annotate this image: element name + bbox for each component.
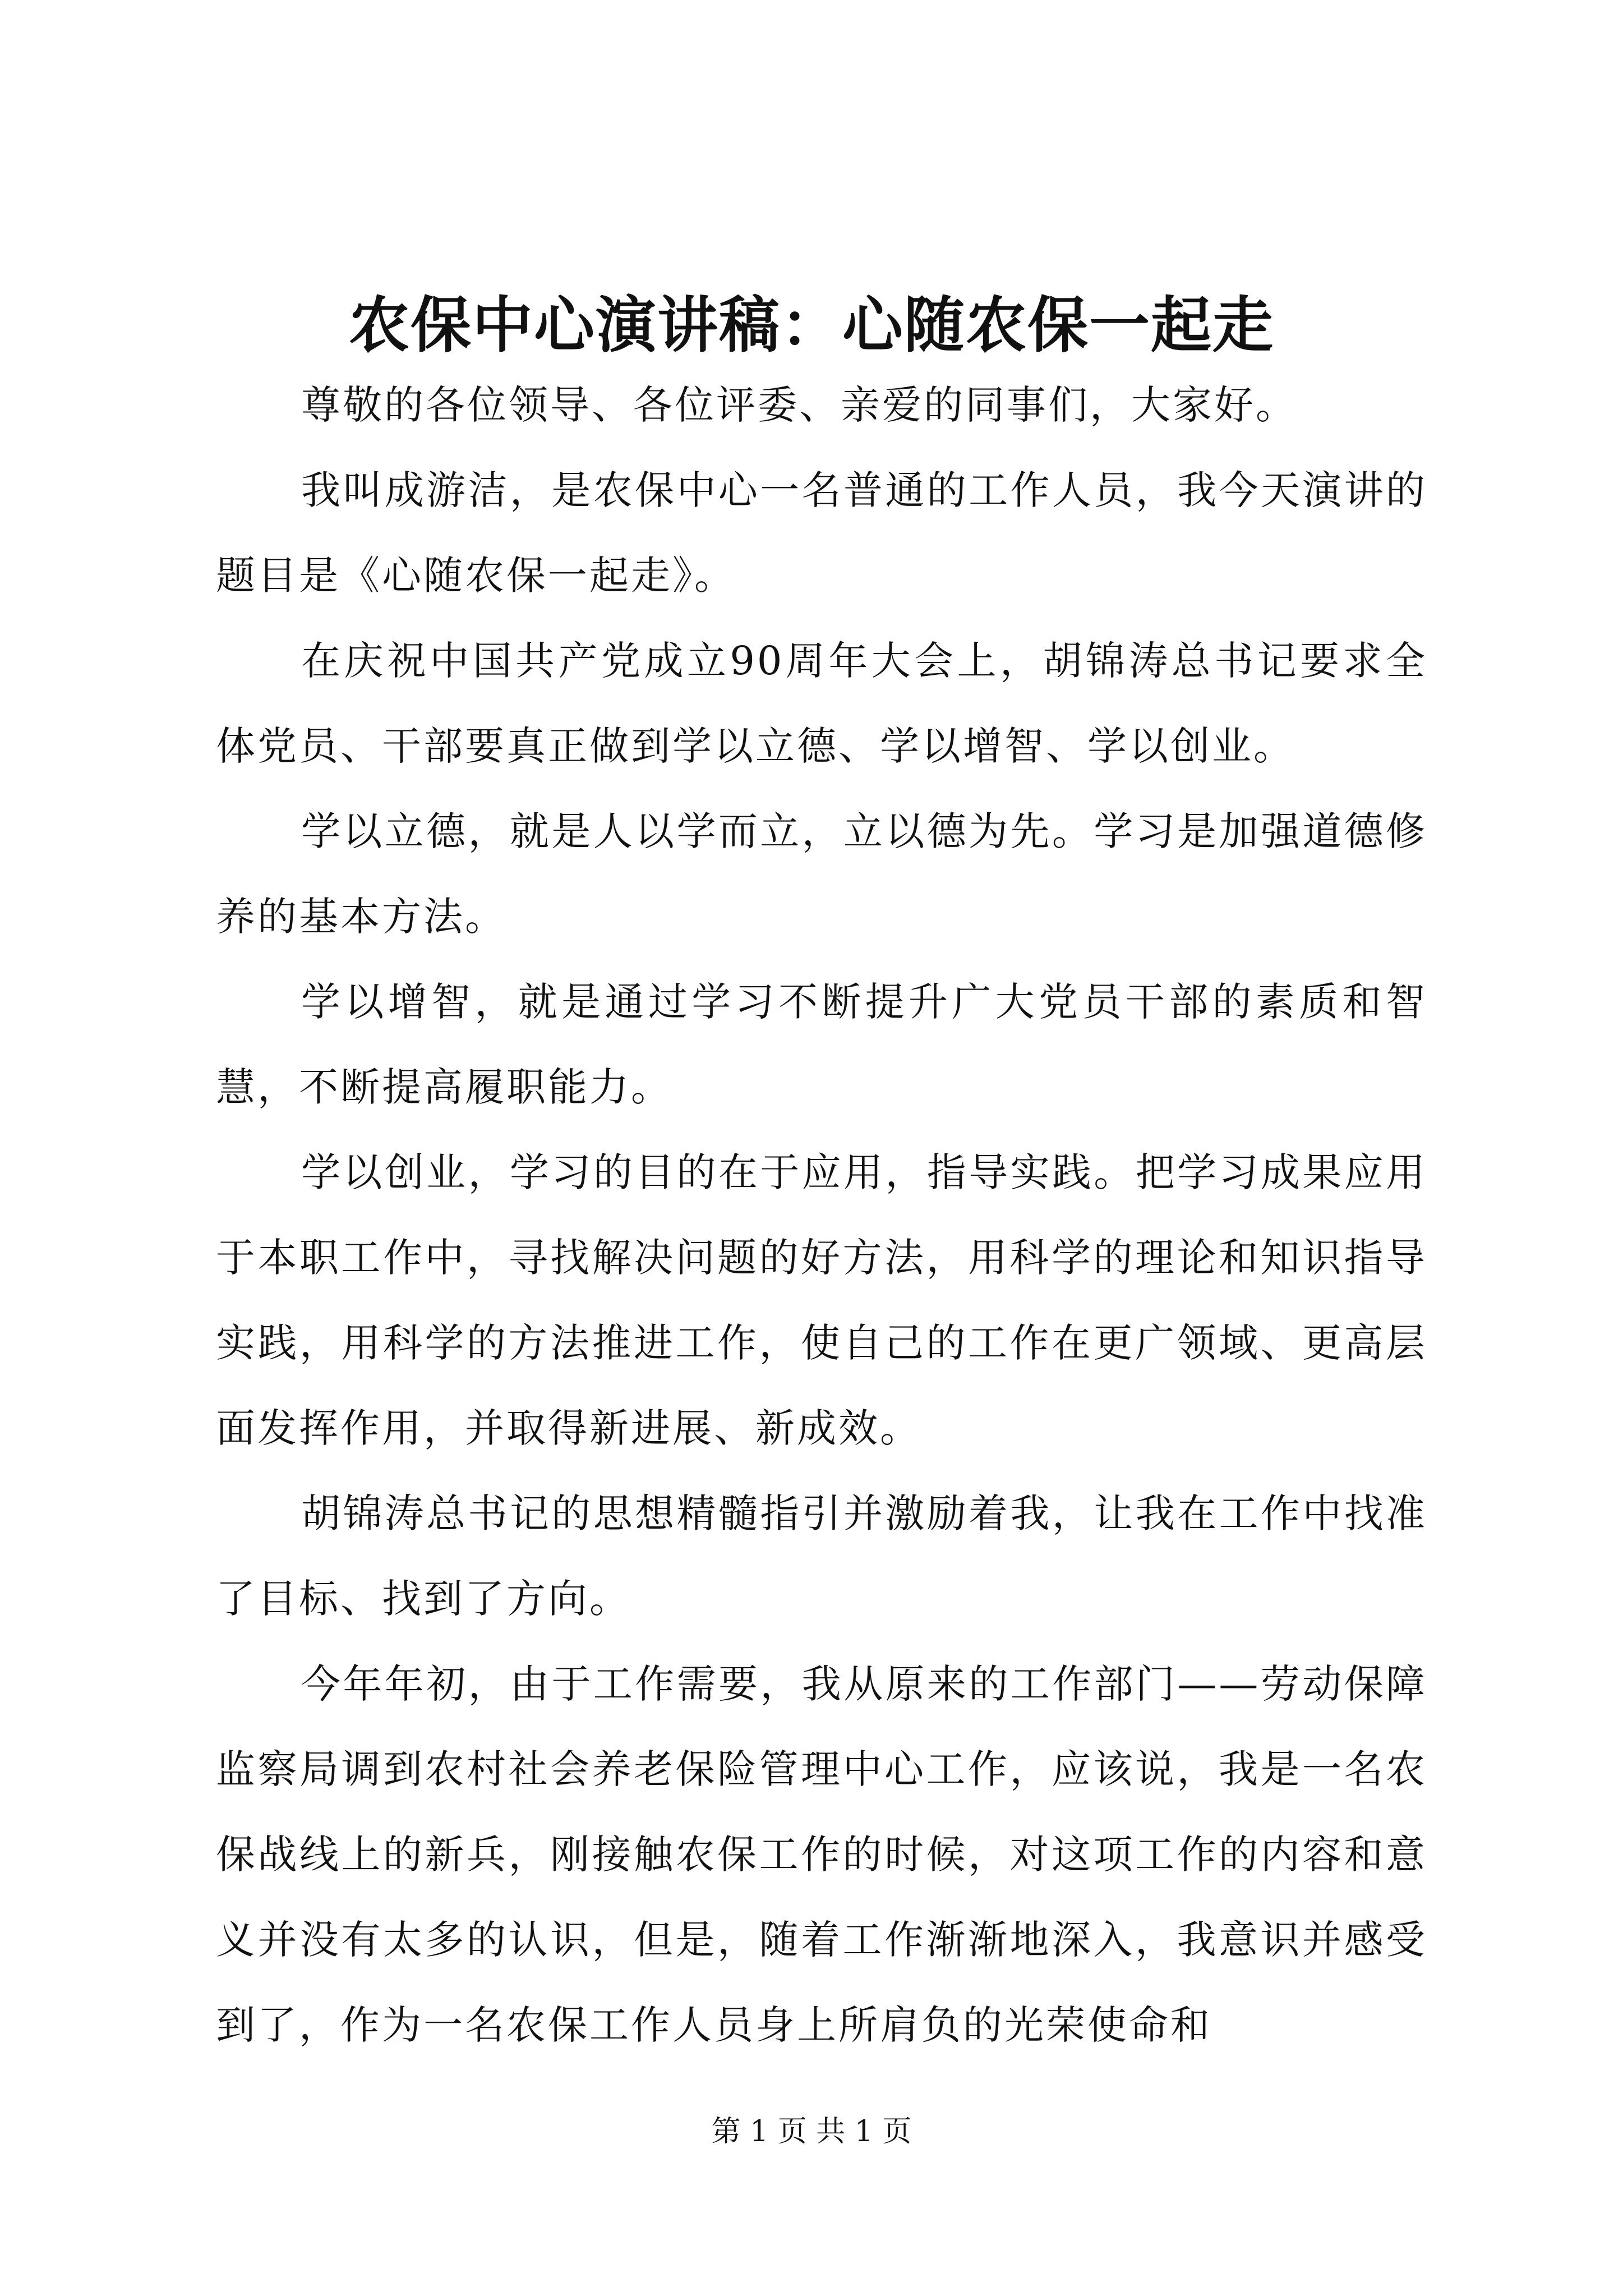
paragraph-greeting: 尊敬的各位领导、各位评委、亲爱的同事们，大家好。 [301,382,1297,428]
paragraph-learning-career: 学以创业，学习的目的在于应用，指导实践。把学习成果应用于本职工作中，寻找解决问题的好方法，用科学的理论和知识指导实践，用科学的方法推进工作，使自己的工作在更广领域、更高层面发挥作用，并取得新进展、新成效。 [216,1149,1427,1451]
document-body [216,362,1427,2068]
paragraph-anniversary: 在庆祝中国共产党成立90周年大会上，胡锦涛总书记要求全体党员、干部要真正做到学以立德、学以增智、学以创业。 [216,638,1427,769]
page-number-footer: 第 1 页 共 1 页 [711,2115,912,2148]
paragraph-work-transfer: 今年年初，由于工作需要，我从原来的工作部门——劳动保障监察局调到农村社会养老保险管理中心工作，应该说，我是一名农保战线上的新兵，刚接触农保工作的时候，对这项工作的内容和意义并没有太多的认识，但是，随着工作渐渐地深入，我意识并感受到了，作为一名农保工作人员身上所肩负的光荣使命和 [216,1661,1427,2048]
document-title: 农保中心演讲稿：心随农保一起走 [348,290,1274,361]
paragraph-learning-virtue: 学以立德，就是人以学而立，立以德为先。学习是加强道德修养的基本方法。 [216,808,1427,940]
paragraph-introduction: 我叫成游洁，是农保中心一名普通的工作人员，我今天演讲的题目是《心随农保一起走》。 [216,467,1427,599]
paragraph-inspiration: 胡锦涛总书记的思想精髓指引并激励着我，让我在工作中找准了目标、找到了方向。 [216,1490,1427,1622]
paragraph-learning-wisdom: 学以增智，就是通过学习不断提升广大党员干部的素质和智慧，不断提高履职能力。 [216,979,1427,1110]
